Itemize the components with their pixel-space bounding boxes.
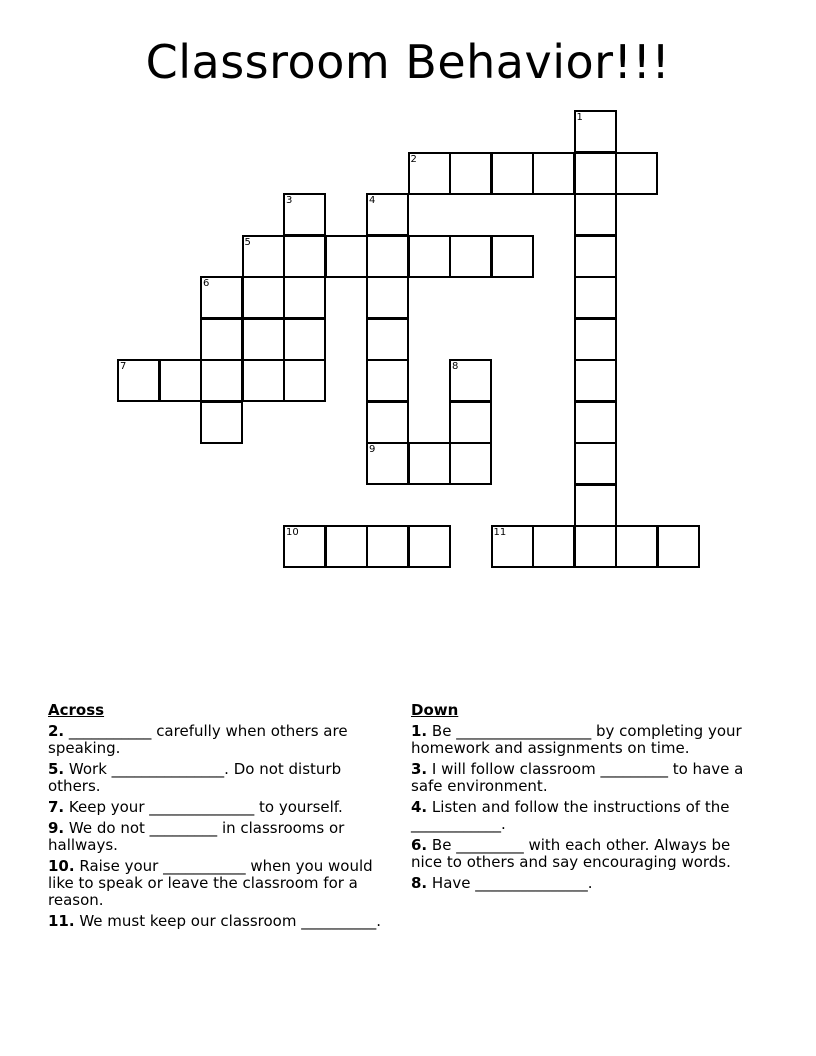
grid-cell[interactable] [574, 484, 617, 527]
clue-text: Be __________________ by completing your homework and assignments on time. [411, 722, 742, 757]
clue-number: 11. [48, 912, 75, 930]
clue-text: Have _______________. [431, 874, 593, 892]
grid-cell[interactable] [159, 359, 202, 402]
grid-cell[interactable] [574, 152, 617, 195]
grid-cell[interactable] [449, 442, 492, 485]
clue-number: 9. [48, 819, 65, 837]
down-clues [411, 702, 757, 896]
clue-number: 1. [411, 722, 428, 740]
grid-cell[interactable] [615, 152, 658, 195]
cell-number: 9 [369, 444, 376, 455]
clue-across-10 [48, 858, 394, 909]
grid-cell[interactable] [574, 401, 617, 444]
clue-text: We must keep our classroom __________. [79, 912, 381, 930]
grid-cell[interactable] [200, 359, 243, 402]
down-heading: Down [411, 701, 459, 719]
grid-cell[interactable] [574, 276, 617, 319]
clue-down-8 [411, 875, 757, 892]
cell-number: 4 [369, 195, 376, 206]
clue-down-4 [411, 799, 757, 833]
clue-number: 4. [411, 798, 428, 816]
clue-number: 2. [48, 722, 65, 740]
clue-text: ___________ carefully when others are speaking. [48, 722, 348, 757]
grid-cell[interactable] [366, 276, 409, 319]
grid-cell[interactable] [325, 235, 368, 278]
grid-cell[interactable] [491, 525, 534, 568]
grid-cell[interactable] [574, 359, 617, 402]
page-title: Classroom Behavior!!! [145, 35, 671, 89]
grid-cell[interactable] [408, 442, 451, 485]
grid-cell[interactable] [366, 235, 409, 278]
grid-cell[interactable] [408, 525, 451, 568]
across-clues [48, 702, 394, 934]
clue-down-6 [411, 837, 757, 871]
clue-number: 7. [48, 798, 65, 816]
grid-cell[interactable] [200, 401, 243, 444]
grid-cell[interactable] [366, 359, 409, 402]
grid-cell[interactable] [242, 276, 285, 319]
grid-cell[interactable] [366, 442, 409, 485]
grid-cell[interactable] [283, 525, 326, 568]
grid-cell[interactable] [532, 525, 575, 568]
grid-cell[interactable] [366, 401, 409, 444]
grid-cell[interactable] [283, 193, 326, 236]
grid-cell[interactable] [200, 318, 243, 361]
grid-cell[interactable] [615, 525, 658, 568]
clue-down-1 [411, 723, 757, 757]
cell-number: 8 [452, 361, 459, 372]
clue-across-9 [48, 820, 394, 854]
grid-cell[interactable] [491, 152, 534, 195]
clue-down-3 [411, 761, 757, 795]
grid-cell[interactable] [574, 442, 617, 485]
clue-number: 10. [48, 857, 75, 875]
clue-across-5 [48, 761, 394, 795]
grid-cell[interactable] [242, 359, 285, 402]
clue-number: 8. [411, 874, 428, 892]
grid-cell[interactable] [366, 525, 409, 568]
clue-text: Be _________ with each other. Always be nice to others and say encouraging words. [411, 836, 731, 871]
cell-number: 3 [286, 195, 293, 206]
grid-cell[interactable] [200, 276, 243, 319]
grid-cell[interactable] [408, 152, 451, 195]
clue-text: Work _______________. Do not disturb others. [48, 760, 342, 795]
clue-across-7 [48, 799, 394, 816]
grid-cell[interactable] [574, 110, 617, 153]
clue-text: Raise your ___________ when you would like to speak or leave the classroom for a reason. [48, 857, 373, 909]
cell-number: 10 [286, 527, 299, 538]
clue-text: Keep your ______________ to yourself. [68, 798, 343, 816]
cell-number: 11 [493, 527, 507, 538]
grid-cell[interactable] [449, 359, 492, 402]
clue-text: Listen and follow the instructions of the ____________. [411, 798, 730, 833]
cell-number: 2 [410, 153, 417, 165]
grid-cell[interactable] [574, 193, 617, 236]
cell-number: 7 [120, 361, 127, 372]
clue-text: I will follow classroom _________ to have a safe environment. [411, 760, 744, 795]
clue-number: 5. [48, 760, 65, 778]
cell-number: 6 [203, 278, 210, 289]
cell-number: 5 [244, 236, 251, 248]
grid-cell[interactable] [242, 235, 285, 278]
grid-cell[interactable] [574, 318, 617, 361]
grid-cell[interactable] [574, 235, 617, 278]
clue-number: 6. [411, 836, 428, 854]
grid-cell[interactable] [242, 318, 285, 361]
grid-cell[interactable] [283, 276, 326, 319]
clue-number: 3. [411, 760, 428, 778]
clue-text: We do not _________ in classrooms or hallways. [48, 819, 345, 854]
grid-cell[interactable] [449, 152, 492, 195]
cell-number: 1 [576, 112, 583, 123]
grid-cell[interactable] [449, 235, 492, 278]
grid-cell[interactable] [366, 318, 409, 361]
grid-cell[interactable] [574, 525, 617, 568]
grid-cell[interactable] [117, 359, 160, 402]
grid-cell[interactable] [283, 318, 326, 361]
clue-across-2 [48, 723, 394, 757]
grid-cell[interactable] [366, 193, 409, 236]
grid-cell[interactable] [325, 525, 368, 568]
grid-cell[interactable] [408, 235, 451, 278]
grid-cell[interactable] [283, 359, 326, 402]
grid-cell[interactable] [532, 152, 575, 195]
clue-across-11 [48, 913, 394, 930]
grid-cell[interactable] [449, 401, 492, 444]
grid-cell[interactable] [657, 525, 700, 568]
across-heading: Across [48, 701, 105, 719]
grid-cell[interactable] [283, 235, 326, 278]
grid-cell[interactable] [491, 235, 534, 278]
